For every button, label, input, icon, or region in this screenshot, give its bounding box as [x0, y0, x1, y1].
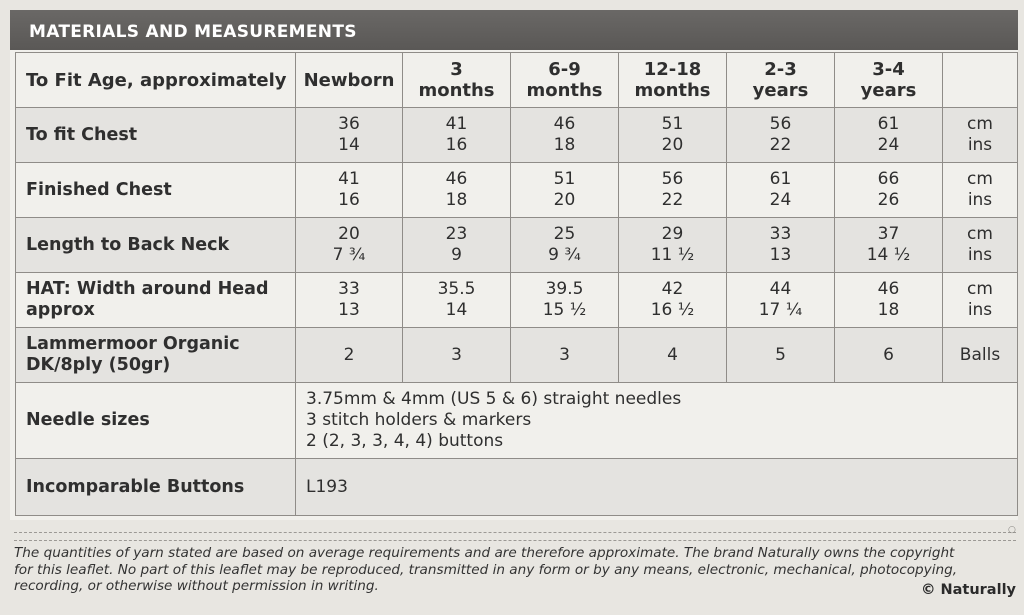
table-cell: 46 18 [403, 163, 511, 218]
buttons-row [16, 459, 1018, 516]
table-cell: 46 18 [511, 108, 619, 163]
row-label-chest: To fit Chest [16, 108, 296, 163]
copyright-notice [14, 545, 1018, 595]
table-cell: 29 11 ½ [619, 218, 727, 273]
row-label-back-neck: Length to Back Neck [16, 218, 296, 273]
table-cell: 35.5 14 [403, 273, 511, 328]
table-cell: 56 22 [619, 163, 727, 218]
table-row [16, 108, 1018, 163]
unit-cell: Balls [943, 328, 1018, 383]
table-cell: 66 26 [835, 163, 943, 218]
table-cell: 4 [619, 328, 727, 383]
section-header: MATERIALS AND MEASUREMENTS [10, 10, 1018, 50]
table-cell: 41 16 [403, 108, 511, 163]
table-cell: 56 22 [727, 108, 835, 163]
table-cell: 3 [403, 328, 511, 383]
row-label-yarn: Lammermoor Organic DK/8ply (50gr) [16, 328, 296, 383]
table-cell: 41 16 [296, 163, 403, 218]
divider-dashed-top [14, 532, 1016, 533]
table-row [16, 273, 1018, 328]
table-cell: 61 24 [835, 108, 943, 163]
table-cell: 51 20 [511, 163, 619, 218]
unit-cell: cm ins [943, 218, 1018, 273]
needles-row [16, 383, 1018, 459]
corner-mark: ○ [1008, 525, 1016, 535]
notice-line: for this leaflet. No part of this leaflet may be reproduced, transmitted in any form or by any means, electronic, mechanical, photocopying, [14, 561, 958, 578]
table-cell: 23 9 [403, 218, 511, 273]
buttons-value: L193 [296, 459, 1018, 516]
table-cell: 51 20 [619, 108, 727, 163]
table-row [16, 163, 1018, 218]
size-3-4-years: 3-4 years [835, 53, 943, 108]
size-12-18-months: 12-18 months [619, 53, 727, 108]
table-cell: 33 13 [296, 273, 403, 328]
divider-dashed-bottom [14, 540, 1016, 541]
size-newborn: Newborn [296, 53, 403, 108]
needles-value: 3.75mm & 4mm (US 5 & 6) straight needles 3 stitch holders & markers 2 (2, 3, 3, 4, 4) buttons [296, 383, 1018, 459]
copyright-mark: © Naturally [920, 582, 1016, 598]
table-cell: 33 13 [727, 218, 835, 273]
table-cell: 37 14 ½ [835, 218, 943, 273]
table-cell: 3 [511, 328, 619, 383]
table-cell: 2 [296, 328, 403, 383]
age-header-row [16, 53, 1018, 108]
measurements-table [15, 52, 1018, 516]
table-row [16, 328, 1018, 383]
notice-line: The quantities of yarn stated are based on average requirements and are therefore approximate. The brand Naturally owns the copyright [14, 545, 955, 561]
table-cell: 25 9 ¾ [511, 218, 619, 273]
row-label-needles: Needle sizes [16, 383, 296, 459]
table-cell: 61 24 [727, 163, 835, 218]
size-6-9-months: 6-9 months [511, 53, 619, 108]
table-cell: 6 [835, 328, 943, 383]
table-cell: 39.5 15 ½ [511, 273, 619, 328]
row-label-buttons: Incomparable Buttons [16, 459, 296, 516]
age-label: To Fit Age, approximately [16, 53, 296, 108]
table-cell: 44 17 ¼ [727, 273, 835, 328]
unit-cell: cm ins [943, 273, 1018, 328]
size-3-months: 3 months [403, 53, 511, 108]
table-cell: 5 [727, 328, 835, 383]
table-cell: 42 16 ½ [619, 273, 727, 328]
size-2-3-years: 2-3 years [727, 53, 835, 108]
row-label-finished-chest: Finished Chest [16, 163, 296, 218]
table-cell: 20 7 ¾ [296, 218, 403, 273]
unit-cell: cm ins [943, 108, 1018, 163]
unit-cell: cm ins [943, 163, 1018, 218]
row-label-hat: HAT: Width around Head approx [16, 273, 296, 328]
unit-header [943, 53, 1018, 108]
table-row [16, 218, 1018, 273]
table-cell: 36 14 [296, 108, 403, 163]
notice-line: recording, or otherwise without permission in writing. [14, 578, 379, 594]
table-cell: 46 18 [835, 273, 943, 328]
